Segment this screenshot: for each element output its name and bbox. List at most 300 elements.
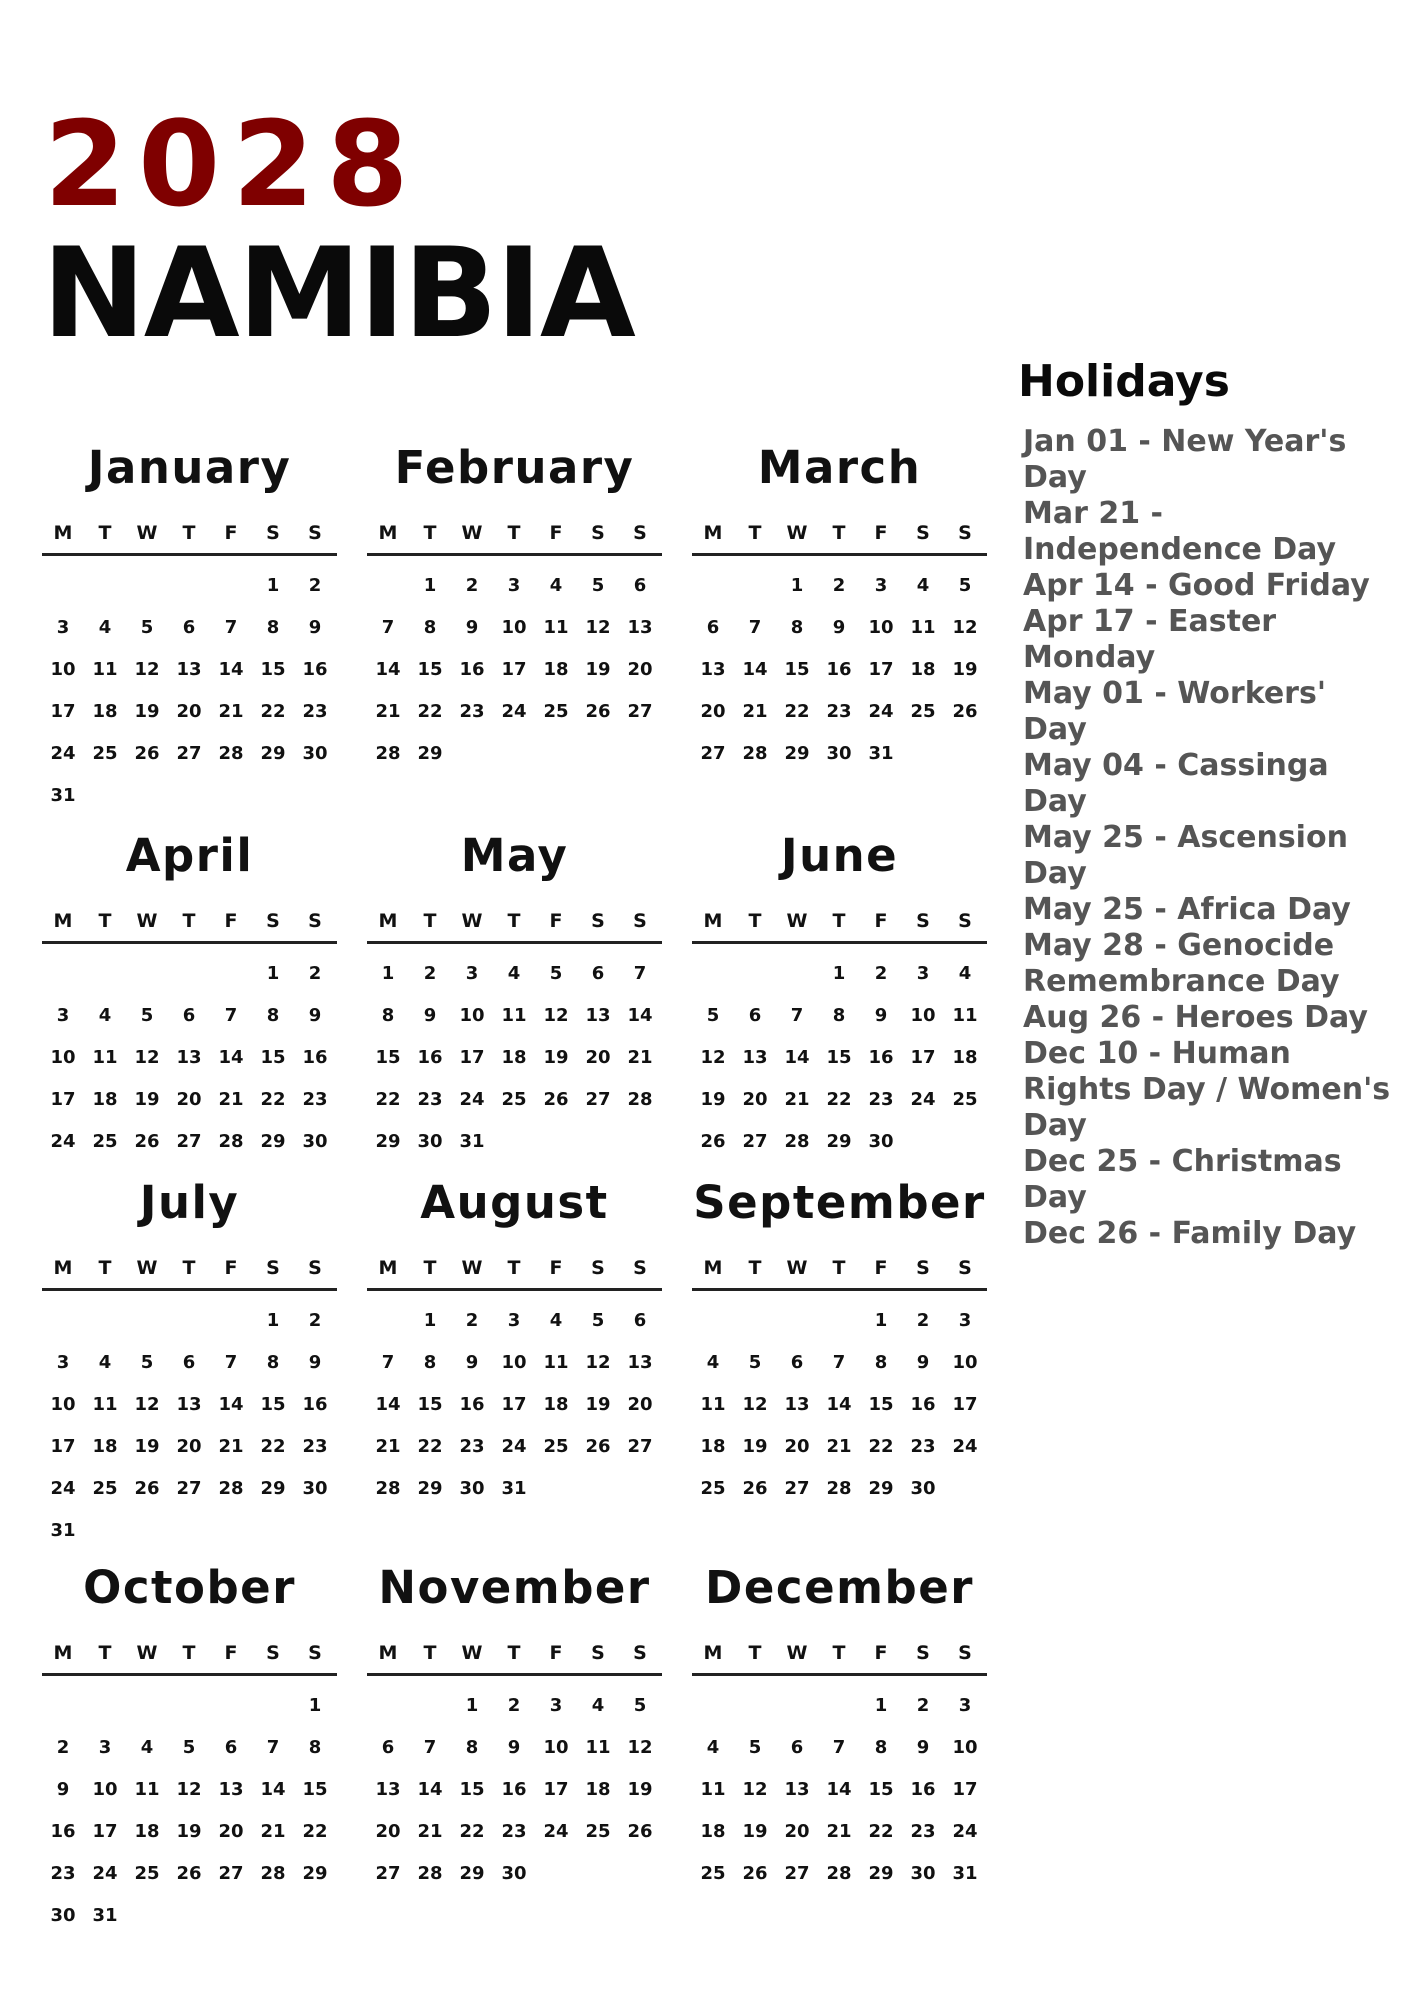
weekday-label: S [308, 910, 322, 932]
day-cell: 18 [92, 700, 118, 722]
day-cell: 9 [423, 1004, 437, 1026]
weekday-label: W [786, 1257, 808, 1279]
day-cell: 8 [266, 1004, 280, 1026]
weekday-header [367, 517, 662, 556]
weekday-label: W [461, 1642, 483, 1664]
day-cell: 10 [50, 1046, 76, 1068]
weekday-label: S [266, 1642, 280, 1664]
weekday-label: T [182, 910, 196, 932]
day-cell: 7 [381, 1351, 395, 1373]
weekday-label: S [633, 522, 647, 544]
weekday-label: T [832, 522, 846, 544]
day-cell: 25 [910, 700, 936, 722]
day-cell: 13 [176, 1393, 202, 1415]
weekday-header [42, 517, 337, 556]
day-cell: 28 [826, 1477, 852, 1499]
day-cell: 14 [742, 658, 768, 680]
day-cell: 16 [826, 658, 852, 680]
day-cell: 28 [375, 1477, 401, 1499]
day-cell: 13 [585, 1004, 611, 1026]
day-cell: 5 [633, 1694, 647, 1716]
day-cell: 7 [224, 1004, 238, 1026]
day-cell: 2 [308, 962, 322, 984]
holiday-item: Mar 21 - Independence Day [1023, 496, 1337, 567]
weekday-label: M [378, 1257, 398, 1279]
day-cell: 29 [868, 1862, 894, 1884]
day-cell: 3 [958, 1694, 972, 1716]
month-may [367, 829, 662, 1162]
day-cell: 31 [868, 742, 894, 764]
day-cell: 25 [92, 1477, 118, 1499]
day-cell: 19 [700, 1088, 726, 1110]
day-cell: 22 [260, 1088, 286, 1110]
day-cell: 3 [958, 1309, 972, 1331]
day-cell: 16 [868, 1046, 894, 1068]
weekday-label: S [958, 910, 972, 932]
day-cell: 10 [50, 658, 76, 680]
day-cell: 1 [381, 962, 395, 984]
day-cell: 1 [266, 574, 280, 596]
day-cell: 4 [549, 1309, 563, 1331]
day-cell: 3 [56, 616, 70, 638]
day-cell: 24 [868, 700, 894, 722]
day-cell: 18 [92, 1088, 118, 1110]
day-cell: 21 [218, 700, 244, 722]
day-cell: 11 [700, 1778, 726, 1800]
day-cell: 21 [218, 1435, 244, 1457]
day-cell: 16 [302, 1393, 328, 1415]
day-cell: 31 [459, 1130, 485, 1152]
day-cell: 29 [784, 742, 810, 764]
day-cell: 9 [507, 1736, 521, 1758]
month-march [692, 441, 987, 774]
weekday-label: S [266, 910, 280, 932]
day-cell: 16 [459, 658, 485, 680]
day-cell: 6 [748, 1004, 762, 1026]
day-cell: 11 [92, 1046, 118, 1068]
day-cell: 8 [790, 616, 804, 638]
day-cell: 9 [465, 616, 479, 638]
month-july [42, 1176, 337, 1551]
day-cell: 7 [633, 962, 647, 984]
day-cell: 13 [176, 1046, 202, 1068]
weekday-label: F [224, 910, 238, 932]
day-cell: 11 [543, 616, 569, 638]
day-cell: 14 [218, 1046, 244, 1068]
day-cell: 17 [50, 1088, 76, 1110]
day-cell: 2 [56, 1736, 70, 1758]
day-cell: 27 [627, 700, 653, 722]
weekday-header [367, 1637, 662, 1676]
weekday-label: T [507, 522, 521, 544]
day-cell: 19 [134, 700, 160, 722]
day-cell: 11 [92, 1393, 118, 1415]
day-cell: 28 [375, 742, 401, 764]
day-cell: 2 [874, 962, 888, 984]
day-cell: 21 [375, 1435, 401, 1457]
weekday-label: T [507, 910, 521, 932]
weekday-label: S [591, 522, 605, 544]
holiday-item: Aug 26 - Heroes Day [1023, 1000, 1368, 1035]
day-cell: 18 [92, 1435, 118, 1457]
weekday-label: S [633, 1642, 647, 1664]
holiday-item: Dec 10 - Human Rights Day / Women's Day [1023, 1036, 1391, 1143]
day-cell: 22 [417, 1435, 443, 1457]
day-cell: 18 [501, 1046, 527, 1068]
day-cell: 21 [375, 700, 401, 722]
day-cell: 14 [260, 1778, 286, 1800]
day-cell: 21 [218, 1088, 244, 1110]
day-cell: 4 [591, 1694, 605, 1716]
day-cell: 4 [507, 962, 521, 984]
day-cell: 5 [958, 574, 972, 596]
day-cell: 15 [260, 658, 286, 680]
day-cell: 30 [302, 1477, 328, 1499]
day-cell: 8 [266, 1351, 280, 1373]
day-cell: 25 [585, 1820, 611, 1842]
day-cell: 19 [585, 658, 611, 680]
weekday-label: M [53, 1642, 73, 1664]
day-cell: 22 [302, 1820, 328, 1842]
day-cell: 9 [874, 1004, 888, 1026]
day-cell: 30 [501, 1862, 527, 1884]
day-cell: 12 [585, 616, 611, 638]
day-cell: 26 [176, 1862, 202, 1884]
day-cell: 21 [627, 1046, 653, 1068]
weekday-header [42, 1252, 337, 1291]
day-cell: 5 [706, 1004, 720, 1026]
day-cell: 19 [176, 1820, 202, 1842]
holiday-item: Apr 17 - Easter Monday [1023, 604, 1277, 675]
day-grid [692, 952, 987, 1162]
month-november [367, 1561, 662, 1894]
day-cell: 7 [224, 616, 238, 638]
day-cell: 5 [140, 1004, 154, 1026]
day-cell: 30 [50, 1904, 76, 1926]
day-cell: 1 [308, 1694, 322, 1716]
day-cell: 29 [459, 1862, 485, 1884]
day-cell: 21 [826, 1820, 852, 1842]
day-cell: 10 [501, 616, 527, 638]
weekday-label: S [958, 1257, 972, 1279]
day-cell: 17 [50, 1435, 76, 1457]
weekday-label: S [308, 1642, 322, 1664]
day-cell: 22 [417, 700, 443, 722]
day-cell: 9 [832, 616, 846, 638]
day-cell: 27 [585, 1088, 611, 1110]
day-cell: 16 [302, 1046, 328, 1068]
month-september [692, 1176, 987, 1509]
day-cell: 5 [140, 616, 154, 638]
day-cell: 19 [952, 658, 978, 680]
weekday-label: S [266, 522, 280, 544]
day-cell: 31 [92, 1904, 118, 1926]
day-cell: 15 [417, 1393, 443, 1415]
day-cell: 20 [176, 1435, 202, 1457]
day-cell: 29 [826, 1130, 852, 1152]
weekday-label: W [136, 1257, 158, 1279]
day-cell: 16 [459, 1393, 485, 1415]
day-cell: 2 [308, 574, 322, 596]
month-title: October [83, 1561, 296, 1614]
weekday-label: T [423, 1257, 437, 1279]
day-cell: 20 [176, 700, 202, 722]
day-cell: 23 [910, 1820, 936, 1842]
weekday-label: S [916, 1257, 930, 1279]
day-cell: 26 [134, 1130, 160, 1152]
day-cell: 30 [459, 1477, 485, 1499]
day-cell: 22 [459, 1820, 485, 1842]
day-cell: 5 [591, 1309, 605, 1331]
day-cell: 16 [50, 1820, 76, 1842]
day-cell: 20 [742, 1088, 768, 1110]
day-cell: 23 [50, 1862, 76, 1884]
day-cell: 27 [176, 1130, 202, 1152]
day-cell: 6 [591, 962, 605, 984]
day-cell: 23 [910, 1435, 936, 1457]
day-cell: 24 [50, 1477, 76, 1499]
weekday-label: M [378, 522, 398, 544]
day-cell: 24 [910, 1088, 936, 1110]
day-cell: 21 [784, 1088, 810, 1110]
weekday-label: S [308, 1257, 322, 1279]
weekday-header [692, 905, 987, 944]
day-cell: 1 [790, 574, 804, 596]
year-title: 2028 [44, 95, 421, 233]
day-cell: 17 [50, 700, 76, 722]
day-cell: 1 [465, 1694, 479, 1716]
weekday-label: F [224, 1257, 238, 1279]
day-cell: 22 [826, 1088, 852, 1110]
weekday-label: F [224, 522, 238, 544]
weekday-label: S [591, 1257, 605, 1279]
day-cell: 10 [868, 616, 894, 638]
day-cell: 5 [748, 1736, 762, 1758]
day-cell: 10 [501, 1351, 527, 1373]
day-cell: 19 [543, 1046, 569, 1068]
weekday-label: S [266, 1257, 280, 1279]
day-cell: 24 [501, 1435, 527, 1457]
day-cell: 5 [748, 1351, 762, 1373]
day-cell: 15 [868, 1393, 894, 1415]
day-cell: 1 [266, 1309, 280, 1331]
day-cell: 25 [92, 1130, 118, 1152]
weekday-label: F [549, 522, 563, 544]
day-cell: 18 [543, 658, 569, 680]
day-cell: 26 [543, 1088, 569, 1110]
day-grid [692, 1684, 987, 1894]
day-cell: 22 [868, 1820, 894, 1842]
day-cell: 23 [868, 1088, 894, 1110]
day-cell: 20 [784, 1435, 810, 1457]
weekday-label: T [423, 910, 437, 932]
weekday-label: T [832, 910, 846, 932]
day-cell: 28 [218, 1130, 244, 1152]
day-cell: 12 [742, 1778, 768, 1800]
day-cell: 1 [423, 574, 437, 596]
day-grid [42, 564, 337, 816]
day-cell: 3 [465, 962, 479, 984]
day-cell: 13 [375, 1778, 401, 1800]
day-cell: 12 [585, 1351, 611, 1373]
day-cell: 28 [260, 1862, 286, 1884]
day-cell: 12 [134, 1046, 160, 1068]
day-cell: 3 [874, 574, 888, 596]
month-title: March [757, 441, 922, 494]
day-cell: 20 [585, 1046, 611, 1068]
day-cell: 5 [182, 1736, 196, 1758]
day-cell: 15 [826, 1046, 852, 1068]
day-cell: 20 [218, 1820, 244, 1842]
day-cell: 2 [465, 574, 479, 596]
weekday-label: W [136, 910, 158, 932]
day-cell: 3 [56, 1004, 70, 1026]
day-cell: 10 [459, 1004, 485, 1026]
day-cell: 30 [868, 1130, 894, 1152]
day-cell: 10 [543, 1736, 569, 1758]
day-cell: 23 [302, 1088, 328, 1110]
day-cell: 4 [916, 574, 930, 596]
day-grid [367, 564, 662, 774]
day-cell: 14 [375, 658, 401, 680]
weekday-label: T [748, 1257, 762, 1279]
day-cell: 9 [308, 616, 322, 638]
weekday-header [42, 1637, 337, 1676]
day-cell: 17 [868, 658, 894, 680]
day-cell: 13 [700, 658, 726, 680]
month-august [367, 1176, 662, 1509]
day-cell: 7 [748, 616, 762, 638]
day-cell: 9 [916, 1351, 930, 1373]
day-cell: 12 [700, 1046, 726, 1068]
day-cell: 17 [459, 1046, 485, 1068]
day-cell: 11 [952, 1004, 978, 1026]
day-cell: 29 [302, 1862, 328, 1884]
day-cell: 21 [826, 1435, 852, 1457]
month-june [692, 829, 987, 1162]
weekday-label: W [786, 1642, 808, 1664]
day-cell: 2 [832, 574, 846, 596]
day-cell: 27 [218, 1862, 244, 1884]
day-cell: 15 [784, 658, 810, 680]
day-cell: 14 [627, 1004, 653, 1026]
day-cell: 8 [266, 616, 280, 638]
day-cell: 24 [92, 1862, 118, 1884]
holiday-item: Dec 26 - Family Day [1023, 1216, 1357, 1251]
day-cell: 24 [50, 1130, 76, 1152]
day-cell: 31 [50, 1519, 76, 1541]
weekday-label: S [958, 522, 972, 544]
day-cell: 3 [98, 1736, 112, 1758]
weekday-label: F [549, 1257, 563, 1279]
day-cell: 22 [375, 1088, 401, 1110]
day-cell: 13 [176, 658, 202, 680]
day-cell: 13 [784, 1778, 810, 1800]
day-cell: 26 [134, 742, 160, 764]
month-title: May [460, 829, 569, 882]
day-cell: 10 [910, 1004, 936, 1026]
day-cell: 20 [700, 700, 726, 722]
day-cell: 4 [98, 1351, 112, 1373]
day-cell: 18 [543, 1393, 569, 1415]
day-cell: 7 [423, 1736, 437, 1758]
day-cell: 24 [952, 1820, 978, 1842]
day-cell: 25 [700, 1862, 726, 1884]
weekday-label: S [591, 910, 605, 932]
day-cell: 12 [134, 658, 160, 680]
day-cell: 13 [627, 1351, 653, 1373]
day-cell: 23 [459, 700, 485, 722]
day-cell: 16 [910, 1393, 936, 1415]
day-cell: 1 [874, 1309, 888, 1331]
day-cell: 22 [260, 1435, 286, 1457]
day-cell: 25 [92, 742, 118, 764]
day-cell: 31 [952, 1862, 978, 1884]
day-cell: 27 [742, 1130, 768, 1152]
weekday-label: S [916, 1642, 930, 1664]
day-cell: 5 [140, 1351, 154, 1373]
day-cell: 26 [742, 1477, 768, 1499]
day-cell: 29 [375, 1130, 401, 1152]
holiday-item: May 25 - Ascension Day [1023, 820, 1348, 891]
day-cell: 9 [308, 1351, 322, 1373]
day-cell: 7 [381, 616, 395, 638]
day-cell: 9 [56, 1778, 70, 1800]
day-cell: 26 [134, 1477, 160, 1499]
day-cell: 7 [832, 1351, 846, 1373]
day-cell: 19 [134, 1088, 160, 1110]
day-cell: 9 [916, 1736, 930, 1758]
weekday-label: S [916, 910, 930, 932]
day-cell: 12 [627, 1736, 653, 1758]
day-grid [42, 1299, 337, 1551]
day-grid [367, 1299, 662, 1509]
day-cell: 13 [742, 1046, 768, 1068]
holiday-item: Jan 01 - New Year's Day [1023, 424, 1347, 495]
weekday-label: M [703, 910, 723, 932]
day-cell: 18 [134, 1820, 160, 1842]
day-cell: 1 [832, 962, 846, 984]
month-title: April [125, 829, 254, 882]
day-cell: 6 [182, 616, 196, 638]
day-cell: 29 [417, 1477, 443, 1499]
month-title: August [420, 1176, 609, 1229]
day-cell: 10 [50, 1393, 76, 1415]
day-cell: 6 [790, 1351, 804, 1373]
month-title: June [780, 829, 899, 882]
weekday-label: M [378, 1642, 398, 1664]
day-cell: 6 [706, 616, 720, 638]
weekday-label: S [958, 1642, 972, 1664]
month-title: February [394, 441, 635, 494]
weekday-label: S [916, 522, 930, 544]
weekday-label: W [786, 910, 808, 932]
day-cell: 7 [266, 1736, 280, 1758]
day-cell: 7 [224, 1351, 238, 1373]
weekday-label: M [703, 1642, 723, 1664]
month-december [692, 1561, 987, 1894]
day-cell: 4 [549, 574, 563, 596]
weekday-label: M [53, 910, 73, 932]
day-cell: 2 [916, 1309, 930, 1331]
day-cell: 19 [742, 1820, 768, 1842]
day-cell: 16 [417, 1046, 443, 1068]
country-title: NAMIBIA [42, 222, 634, 366]
day-cell: 26 [700, 1130, 726, 1152]
weekday-label: F [549, 910, 563, 932]
day-cell: 19 [585, 1393, 611, 1415]
day-cell: 26 [585, 1435, 611, 1457]
